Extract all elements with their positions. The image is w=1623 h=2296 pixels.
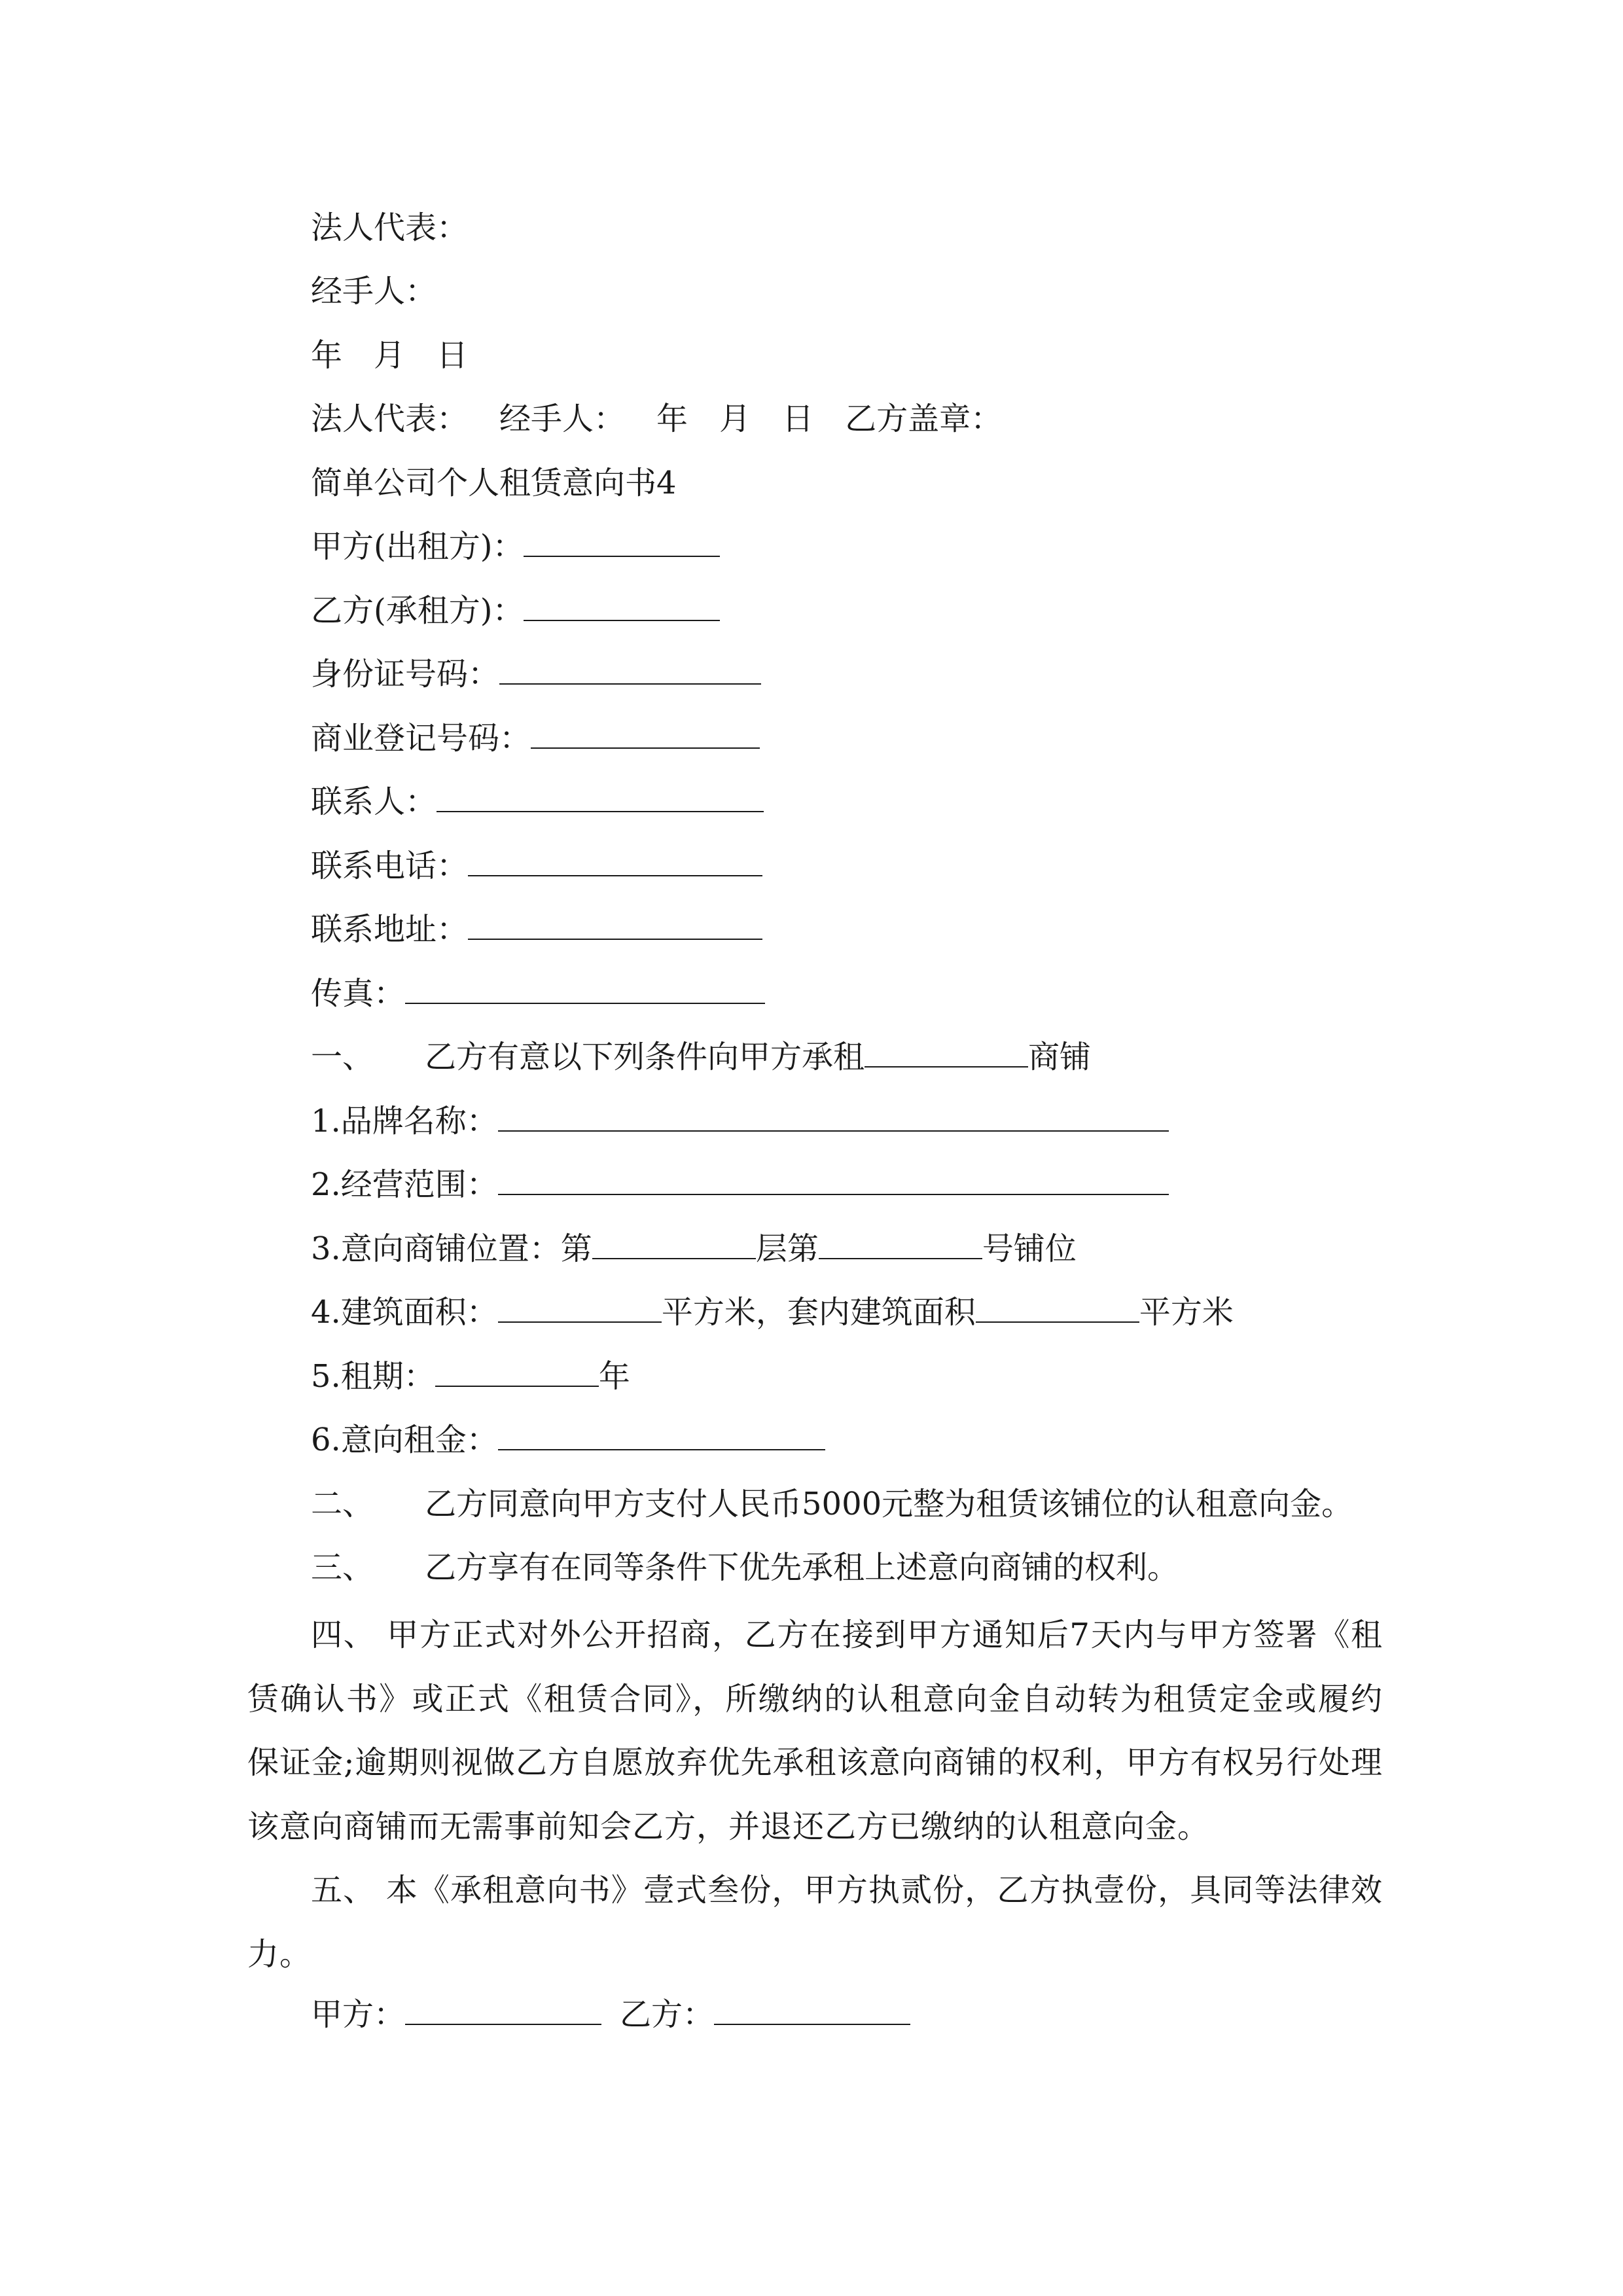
id-number-label: 身份证号码： <box>311 656 500 692</box>
location-label: 3.意向商铺位置：第 <box>311 1230 592 1267</box>
contact-phone-label: 联系电话： <box>311 848 469 884</box>
combined-signature-line <box>311 399 1002 439</box>
party-b-label: 乙方(承租方)： <box>311 592 524 629</box>
term-unit: 年 <box>598 1358 630 1395</box>
party-b-blank[interactable] <box>524 591 720 621</box>
clause-1-suffix: 商铺 <box>1028 1039 1092 1075</box>
location-floor-label: 层第 <box>755 1230 819 1267</box>
unit-blank[interactable] <box>819 1229 982 1259</box>
combined-seal: 乙方盖章： <box>845 401 1003 437</box>
business-reg-label: 商业登记号码： <box>311 720 531 757</box>
location-suffix: 号铺位 <box>982 1230 1077 1267</box>
contact-address-label: 联系地址： <box>311 911 469 948</box>
title-text: 简单公司个人租赁意向书4 <box>311 465 677 501</box>
combined-day: 日 <box>782 401 814 437</box>
term-label: 5.租期： <box>311 1358 435 1395</box>
area-label: 4.建筑面积： <box>311 1294 498 1331</box>
handler-line <box>311 272 437 311</box>
clause-1-marker: 一、 <box>311 1039 374 1075</box>
clause-4: 四、 甲方正式对外公开招商，乙方在接到甲方通知后7天内与甲方签署《租赁确认书》或正式《租赁合同》，所缴纳的认租意向金自动转为租赁定金或履约保证金;逾期则视做乙方自愿放弃优先承租该意向商铺的权利，甲方有权另行处理该意向商铺而无需事前知会乙方，并退还乙方已缴纳的认租意向金。 <box>247 1617 1383 1845</box>
contact-address-field <box>311 910 762 949</box>
footer-party-a-blank[interactable] <box>405 1995 601 2025</box>
clause-2-marker: 二、 <box>311 1486 374 1522</box>
party-a-field <box>311 527 720 566</box>
contact-person-field <box>311 782 764 821</box>
party-a-label: 甲方(出租方)： <box>311 528 524 565</box>
clause-5: 五、 本《承租意向书》壹式叁份，甲方执贰份，乙方执壹份，具同等法律效力。 <box>247 1872 1383 1973</box>
term-item <box>311 1357 630 1396</box>
scope-blank[interactable] <box>498 1165 1169 1195</box>
id-number-blank[interactable] <box>499 655 761 685</box>
inner-area-blank[interactable] <box>976 1293 1139 1323</box>
clause-3 <box>311 1548 1179 1587</box>
area-unit: 平方米，套内建筑面积 <box>661 1294 976 1331</box>
id-number-field <box>311 655 761 694</box>
clause-1-text: 乙方有意以下列条件向甲方承租 <box>425 1039 865 1075</box>
floor-blank[interactable] <box>592 1229 756 1259</box>
rent-item <box>311 1420 825 1460</box>
clause-3-marker: 三、 <box>311 1549 374 1586</box>
term-blank[interactable] <box>435 1357 599 1387</box>
fax-blank[interactable] <box>405 974 765 1004</box>
contact-address-blank[interactable] <box>468 910 762 940</box>
contact-person-blank[interactable] <box>437 782 764 812</box>
date-day: 日 <box>437 337 469 374</box>
footer-party-a-label: 甲方： <box>311 1996 406 2033</box>
party-b-field <box>311 591 720 630</box>
scope-item <box>311 1165 1169 1204</box>
brand-label: 1.品牌名称： <box>311 1103 498 1139</box>
footer-party-b-blank[interactable] <box>714 1995 910 2025</box>
brand-item <box>311 1102 1169 1141</box>
legal-rep-label: 法人代表： <box>311 209 469 246</box>
business-reg-blank[interactable] <box>531 719 760 749</box>
footer-signatures <box>311 1995 910 2034</box>
legal-rep-line <box>311 208 468 247</box>
clause-1-blank[interactable] <box>865 1037 1028 1067</box>
fax-field <box>311 974 765 1013</box>
date-line <box>311 336 468 375</box>
rent-label: 6.意向租金： <box>311 1422 498 1458</box>
combined-month: 月 <box>719 401 751 437</box>
contact-phone-blank[interactable] <box>468 846 762 876</box>
business-reg-field <box>311 719 760 758</box>
combined-legal-rep: 法人代表： <box>311 401 469 437</box>
area-item <box>311 1293 1234 1332</box>
date-year: 年 <box>311 337 343 374</box>
area-unit-2: 平方米 <box>1139 1294 1234 1331</box>
combined-handler: 经手人： <box>499 401 626 437</box>
combined-year: 年 <box>656 401 688 437</box>
clause-1 <box>311 1037 1091 1077</box>
party-a-blank[interactable] <box>524 527 720 557</box>
date-month: 月 <box>374 337 406 374</box>
location-item <box>311 1229 1077 1268</box>
footer-party-b-label: 乙方： <box>620 1996 715 2033</box>
brand-blank[interactable] <box>498 1102 1169 1132</box>
clause-3-text: 乙方享有在同等条件下优先承租上述意向商铺的权利。 <box>425 1549 1179 1586</box>
scope-label: 2.经营范围： <box>311 1166 498 1203</box>
area-blank[interactable] <box>498 1293 662 1323</box>
fax-label: 传真： <box>311 975 406 1012</box>
contact-phone-field <box>311 846 762 886</box>
rent-blank[interactable] <box>498 1420 825 1450</box>
clause-2-text: 乙方同意向甲方支付人民币5000元整为租赁该铺位的认租意向金。 <box>425 1486 1353 1522</box>
document-title <box>311 463 677 503</box>
contact-person-label: 联系人： <box>311 783 437 820</box>
clause-2 <box>311 1484 1353 1524</box>
handler-label: 经手人： <box>311 273 437 310</box>
